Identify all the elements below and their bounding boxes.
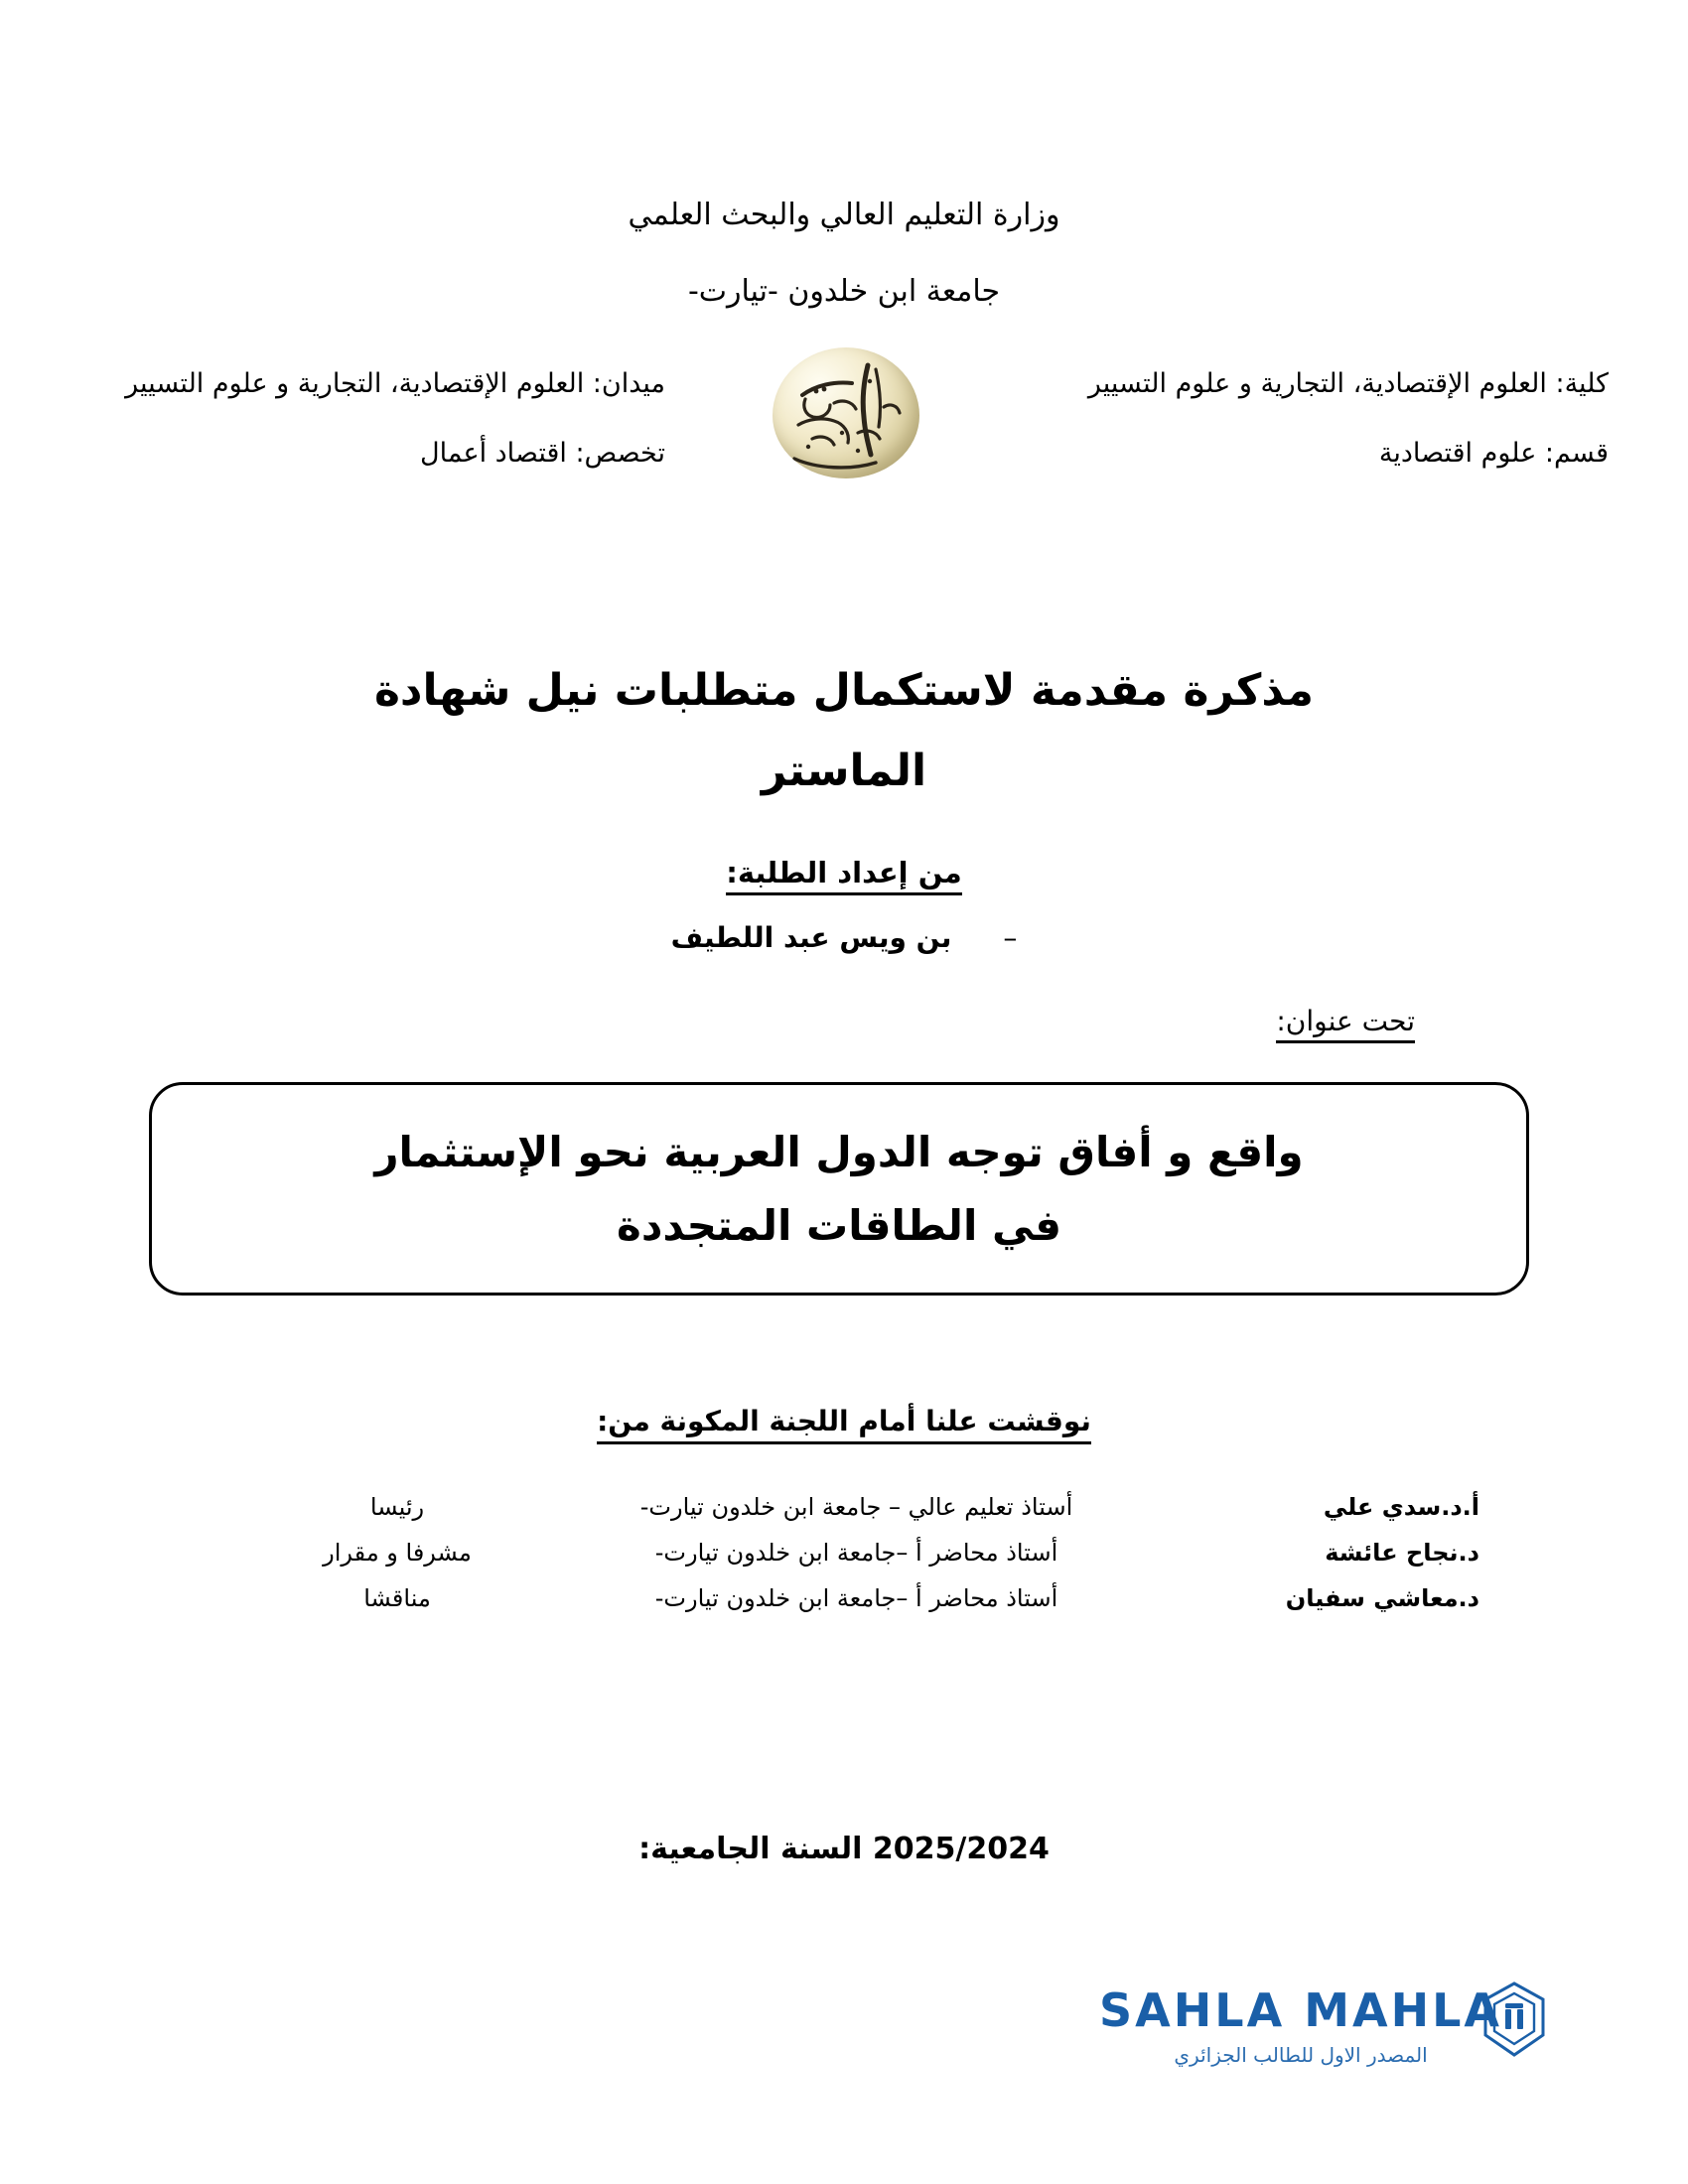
- students-section-label: [0, 856, 1688, 889]
- under-title-label: [1276, 1005, 1415, 1037]
- table-row: [248, 1530, 1489, 1575]
- faculty-column: [1053, 349, 1609, 488]
- jury-member-name: د.معاشي سفيان: [1285, 1584, 1479, 1612]
- student-list-item: [0, 921, 1688, 954]
- thesis-title-line-2: في الطاقات المتجددة: [617, 1200, 1061, 1250]
- table-row: [248, 1575, 1489, 1621]
- university-logo: [755, 340, 933, 498]
- jury-member-rank: أستاذ تعليم عالي – جامعة ابن خلدون تيارت-: [639, 1493, 1073, 1521]
- thesis-title-box: [149, 1082, 1529, 1296]
- student-name-text: بن ويس عبد اللطيف: [670, 921, 952, 954]
- students-section-label-text: من إعداد الطلبة:: [726, 856, 962, 895]
- jury-table: [248, 1484, 1489, 1621]
- university-logo-oval: [773, 347, 919, 478]
- student-bullet-dash: –: [1003, 921, 1018, 954]
- jury-member-name: أ.د.سدي علي: [1323, 1493, 1479, 1521]
- ministry-heading: وزارة التعليم العالي والبحث العلمي: [628, 198, 1060, 232]
- sahla-mahla-tagline: المصدر الاول للطالب الجزائري: [1174, 2043, 1428, 2067]
- specialty-label: تخصص: اقتصاد أعمال: [420, 438, 665, 470]
- academic-year-label: السنة الجامعية:: [638, 1832, 863, 1866]
- domain-label: ميدان: العلوم الإقتصادية، التجارية و علوم التسيير: [125, 368, 665, 399]
- table-row: [248, 1484, 1489, 1530]
- jury-member-position: مشرفا و مقرار: [323, 1539, 472, 1567]
- jury-member-rank: أستاذ محاضر أ –جامعة ابن خلدون تيارت-: [654, 1539, 1058, 1567]
- jury-member-name: د.نجاح عائشة: [1325, 1539, 1479, 1567]
- faculty-label: كلية: العلوم الإقتصادية، التجارية و علوم التسيير: [1087, 368, 1609, 399]
- jury-member-position: مناقشا: [363, 1584, 431, 1612]
- university-logo-calligraphy: [773, 347, 919, 478]
- sahla-mahla-emblem-icon: [1479, 1979, 1549, 2061]
- academic-year-value: 2025/2024: [872, 1832, 1050, 1866]
- sahla-mahla-text-block: [1099, 1983, 1502, 2067]
- university-heading: جامعة ابن خلدون -تيارت-: [687, 274, 1001, 309]
- sahla-mahla-watermark: [1097, 1976, 1564, 2105]
- jury-member-rank: أستاذ محاضر أ –جامعة ابن خلدون تيارت-: [654, 1584, 1058, 1612]
- faculty-info-row: [0, 349, 1688, 538]
- degree-statement-line-2: الماستر: [761, 746, 927, 797]
- degree-statement: [0, 650, 1688, 812]
- sahla-mahla-wordmark: SAHLA MAHLA: [1099, 1983, 1502, 2037]
- jury-section-label-text: نوقشت علنا أمام اللجنة المكونة من:: [597, 1405, 1091, 1444]
- academic-year: [0, 1832, 1688, 1866]
- jury-section-label: [0, 1405, 1688, 1437]
- department-label: قسم: علوم اقتصادية: [1378, 438, 1609, 470]
- jury-member-position: رئيسا: [369, 1493, 425, 1521]
- domain-column: [70, 349, 665, 488]
- degree-statement-line-1: مذكرة مقدمة لاستكمال متطلبات نيل شهادة: [373, 665, 1315, 716]
- under-title-label-text: تحت عنوان:: [1276, 1005, 1415, 1043]
- thesis-title-line-1: واقع و أفاق توجه الدول العربية نحو الإستثمار: [374, 1128, 1304, 1176]
